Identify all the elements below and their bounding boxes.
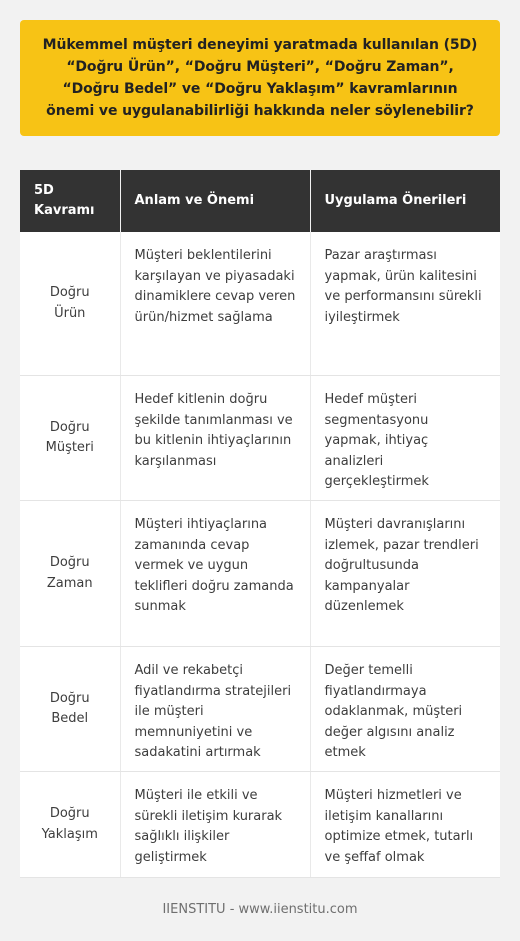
concept-cell: Doğru Bedel — [20, 647, 120, 772]
table-header-row — [20, 170, 500, 232]
table-row — [20, 501, 500, 647]
table-row — [20, 232, 500, 376]
suggestion-cell: Müşteri hizmetleri ve iletişim kanallarını optimize etmek, tutarlı ve şeffaf olmak — [310, 772, 500, 878]
footer-watermark: IIENSTITU - www.iienstitu.com — [162, 902, 358, 917]
meaning-cell: Müşteri ihtiyaçlarına zamanında cevap vermek ve uygun teklifleri doğru zamanda sunmak — [120, 501, 310, 647]
table-row — [20, 647, 500, 772]
header-concept: 5D Kavramı — [20, 170, 120, 232]
concept-cell: Doğru Ürün — [20, 232, 120, 376]
table-row — [20, 376, 500, 501]
suggestion-cell: Hedef müşteri segmentasyonu yapmak, ihtiyaç analizleri gerçekleştirmek — [310, 376, 500, 501]
meaning-cell: Adil ve rekabetçi fiyatlandırma stratejileri ile müşteri memnuniyetini ve sadakatini artırmak — [120, 647, 310, 772]
header-suggestion: Uygulama Önerileri — [310, 170, 500, 232]
suggestion-cell: Pazar araştırması yapmak, ürün kalitesini ve performansını sürekli iyileştirmek — [310, 232, 500, 376]
concept-cell: Doğru Müşteri — [20, 376, 120, 501]
suggestion-cell: Müşteri davranışlarını izlemek, pazar trendleri doğrultusunda kampanyalar düzenlemek — [310, 501, 500, 647]
suggestion-cell: Değer temelli fiyatlandırmaya odaklanmak, müşteri değer algısını analiz etmek — [310, 647, 500, 772]
table-row — [20, 772, 500, 878]
meaning-cell: Müşteri beklentilerini karşılayan ve piyasadaki dinamiklere cevap veren ürün/hizmet sağlama — [120, 232, 310, 376]
header-meaning: Anlam ve Önemi — [120, 170, 310, 232]
title-banner — [20, 20, 500, 136]
meaning-cell: Hedef kitlenin doğru şekilde tanımlanması ve bu kitlenin ihtiyaçlarının karşılanması — [120, 376, 310, 501]
concept-table — [20, 170, 500, 878]
concept-cell: Doğru Zaman — [20, 501, 120, 647]
page-title: Mükemmel müşteri deneyimi yaratmada kullanılan (5D) “Doğru Ürün”, “Doğru Müşteri”, “Doğru Zaman”, “Doğru Bedel” ve “Doğru Yaklaşım” kavramlarının önemi ve uygulanabilirliği hakkında neler söylenebilir? — [42, 37, 478, 119]
concept-cell: Doğru Yaklaşım — [20, 772, 120, 878]
meaning-cell: Müşteri ile etkili ve sürekli iletişim kurarak sağlıklı ilişkiler geliştirmek — [120, 772, 310, 878]
